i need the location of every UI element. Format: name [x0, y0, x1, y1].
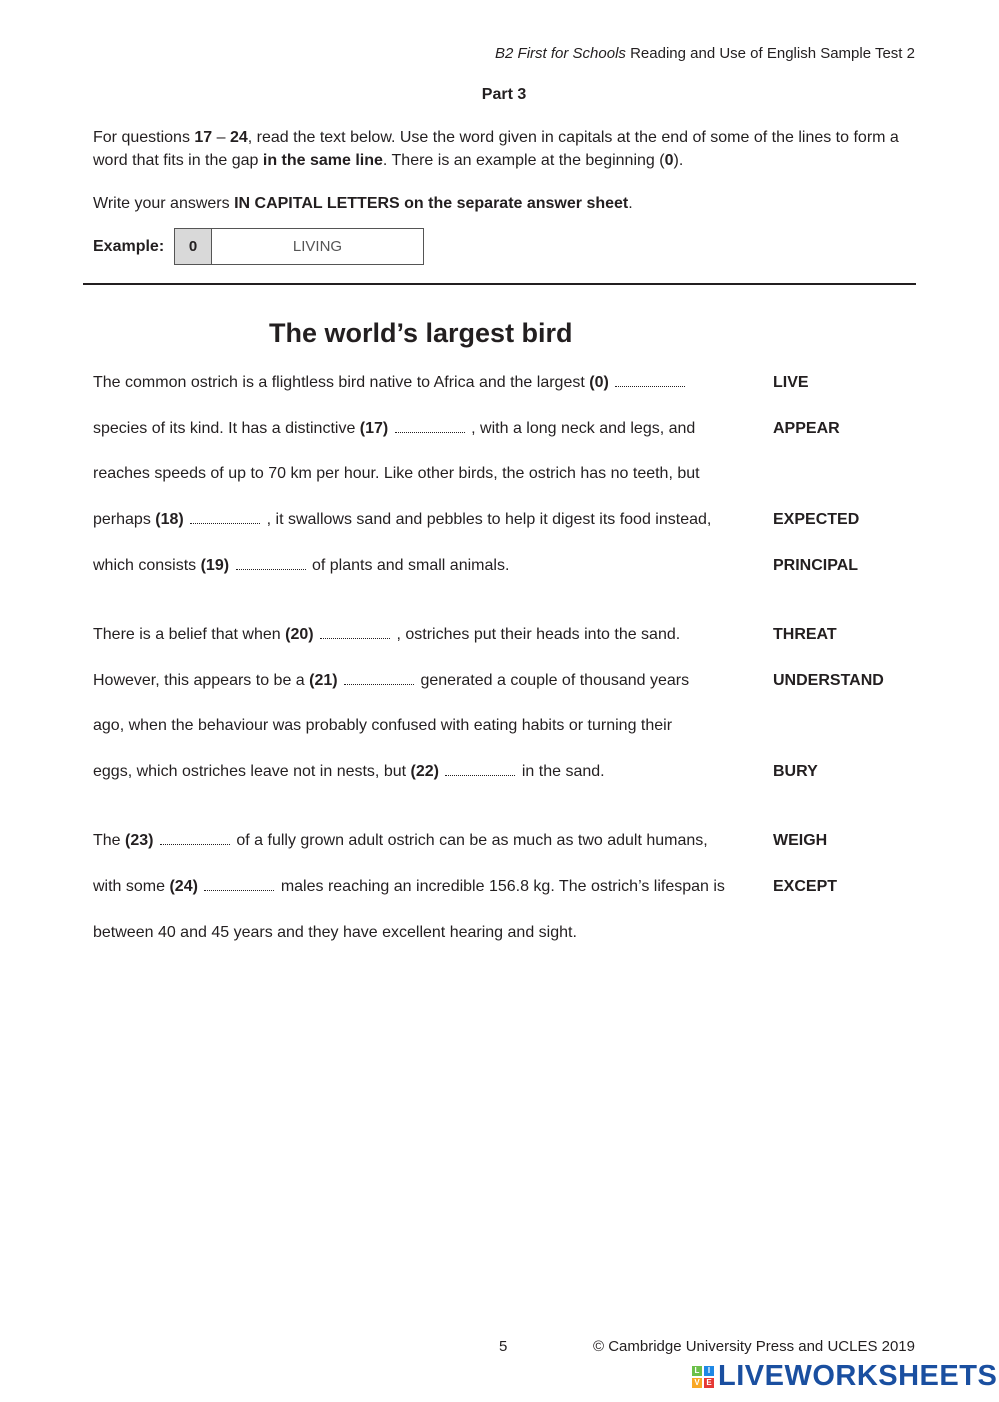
- example-label: Example:: [93, 238, 165, 255]
- text-line: [93, 832, 708, 850]
- keyword: WEIGH: [773, 832, 828, 849]
- question-number: (23): [125, 832, 154, 849]
- text-line: [93, 557, 509, 575]
- answer-gap[interactable]: [160, 833, 230, 845]
- line-text: eggs, which ostriches leave not in nests, but: [93, 763, 411, 780]
- logo-letter: I: [704, 1366, 714, 1376]
- keyword: PRINCIPAL: [773, 557, 859, 574]
- text-line: [93, 420, 695, 438]
- line-text: of plants and small animals.: [311, 557, 510, 574]
- instr-text: For questions: [93, 129, 195, 146]
- divider: [83, 283, 916, 285]
- line-text: The common ostrich is a flightless bird native to Africa and the largest: [93, 374, 590, 391]
- line-text: The: [93, 832, 126, 849]
- line-text: generated a couple of thousand years: [420, 672, 690, 689]
- page-number: 5: [499, 1338, 508, 1355]
- example-number: 0: [175, 229, 212, 264]
- text-line: [93, 878, 725, 896]
- question-number: (19): [200, 557, 230, 574]
- logo-mark: [692, 1366, 714, 1388]
- line-text: males reaching an incredible 156.8 kg. The ostrich’s lifespan is: [280, 878, 725, 895]
- instr-text: ).: [673, 152, 684, 169]
- question-number: (20): [285, 626, 314, 643]
- keyword: THREAT: [773, 626, 837, 643]
- answer-gap[interactable]: [615, 375, 685, 387]
- line-text: of a fully grown adult ostrich can be as much as two adult humans,: [236, 832, 708, 849]
- liveworksheets-logo: [692, 1360, 997, 1393]
- question-number: (17): [359, 420, 389, 437]
- line-text: There is a belief that when: [93, 626, 286, 643]
- instr-text: –: [212, 129, 230, 146]
- instr-text: . There is an example at the beginning (: [382, 152, 665, 169]
- answer-gap[interactable]: [344, 673, 414, 685]
- text-line: [93, 717, 672, 735]
- instr2-text: .: [628, 195, 633, 212]
- keyword: LIVE: [773, 374, 809, 391]
- line-text: between 40 and 45 years and they have excellent hearing and sight.: [93, 924, 577, 941]
- answer-gap[interactable]: [236, 558, 306, 570]
- question-number: (22): [410, 763, 439, 780]
- line-text: , it swallows sand and pebbles to help it digest its food instead,: [266, 511, 712, 528]
- instr-text: , read the text below. Use the word given in capitals at the end of some of the lines to form a word that fits in the gap: [93, 129, 899, 169]
- keyword: BURY: [773, 763, 818, 780]
- keyword: APPEAR: [773, 420, 840, 437]
- instr-emphasis: in the same line: [262, 152, 383, 169]
- answer-gap[interactable]: [320, 627, 390, 639]
- part-title: Part 3: [481, 86, 527, 103]
- instr-q-to: 24: [229, 129, 248, 146]
- logo-letter: L: [692, 1366, 702, 1376]
- answer-gap[interactable]: [395, 421, 465, 433]
- answer-gap[interactable]: [445, 764, 515, 776]
- line-text: in the sand.: [521, 763, 605, 780]
- instr2-emphasis: IN CAPITAL LETTERS on the separate answer sheet: [234, 195, 629, 212]
- line-text: reaches speeds of up to 70 km per hour. Like other birds, the ostrich has no teeth, but: [93, 465, 700, 482]
- story-title: The world’s largest bird: [269, 318, 573, 348]
- line-text: which consists: [93, 557, 201, 574]
- logo-text: LIVEWORKSHEETS: [718, 1360, 998, 1392]
- keyword: UNDERSTAND: [773, 672, 884, 689]
- running-header: [495, 45, 915, 62]
- line-text: species of its kind. It has a distinctive: [93, 420, 360, 437]
- question-number: (0): [589, 374, 609, 391]
- instr-zero: 0: [664, 152, 674, 169]
- exam-series: B2 First for Schools: [495, 45, 626, 62]
- text-line: [93, 465, 700, 483]
- answer-gap[interactable]: [190, 512, 260, 524]
- instr-q-from: 17: [194, 129, 213, 146]
- answer-instructions: [93, 195, 633, 213]
- logo-letter: E: [704, 1378, 714, 1388]
- instr2-text: Write your answers: [93, 195, 235, 212]
- question-number: (18): [155, 511, 184, 528]
- logo-letter: V: [692, 1378, 702, 1388]
- example-box: [174, 228, 424, 265]
- line-text: perhaps: [93, 511, 156, 528]
- text-line: [93, 511, 711, 529]
- text-line: [93, 672, 689, 690]
- line-text: ago, when the behaviour was probably confused with eating habits or turning their: [93, 717, 673, 734]
- example-answer: LIVING: [292, 238, 343, 255]
- line-text: with some: [93, 878, 170, 895]
- keyword: EXPECTED: [773, 511, 860, 528]
- instructions: [93, 126, 913, 172]
- copyright: © Cambridge University Press and UCLES 2019: [592, 1338, 915, 1355]
- header-rest: Reading and Use of English Sample Test 2: [625, 45, 915, 62]
- text-line: [93, 763, 605, 781]
- line-text: , ostriches put their heads into the sand.: [396, 626, 681, 643]
- line-text: However, this appears to be a: [93, 672, 310, 689]
- keyword: EXCEPT: [773, 878, 838, 895]
- question-number: (21): [309, 672, 338, 689]
- question-number: (24): [169, 878, 198, 895]
- answer-gap[interactable]: [204, 879, 274, 891]
- text-line: [93, 924, 577, 942]
- text-line: [93, 374, 687, 392]
- text-line: [93, 626, 680, 644]
- line-text: , with a long neck and legs, and: [471, 420, 696, 437]
